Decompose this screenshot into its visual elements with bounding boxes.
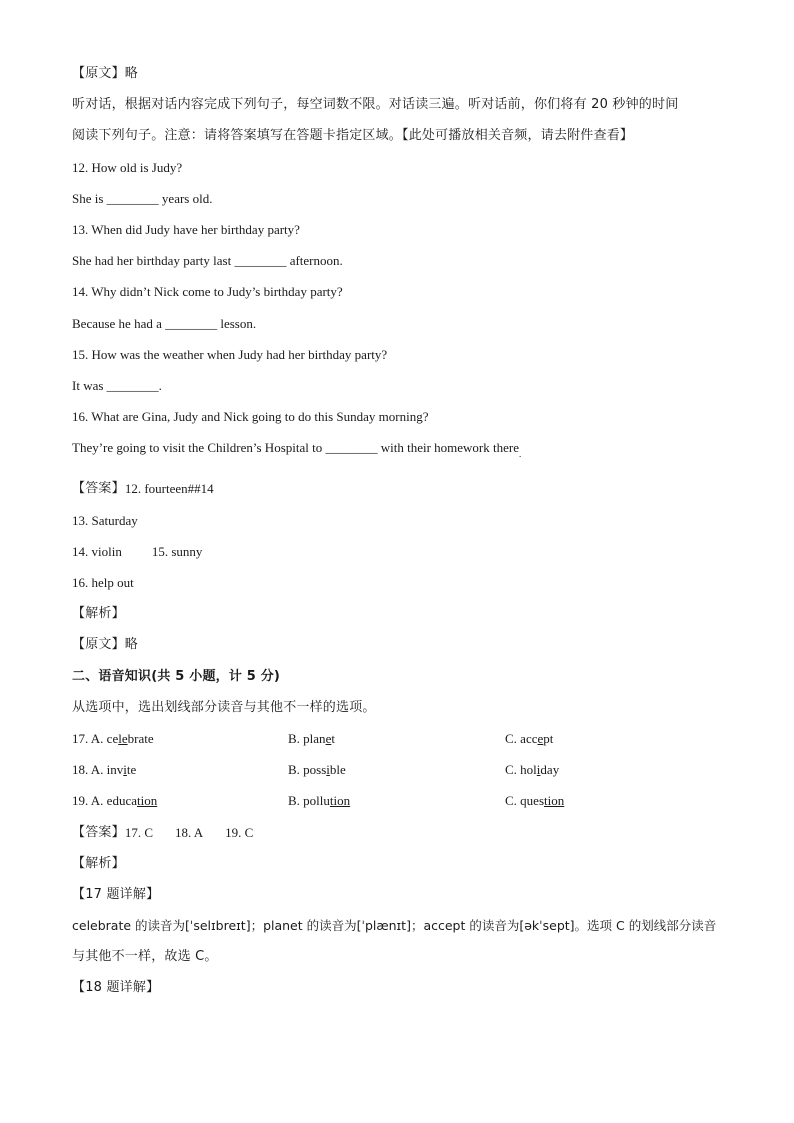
option-17a: 17. A. celebrate <box>72 730 154 746</box>
answer-14: 14. violin <box>72 543 122 559</box>
instruction-line-1: 听对话，根据对话内容完成下列句子，每空词数不限。对话读三遍。听对话前，你们将有 20 秒钟的时间 <box>72 97 679 113</box>
blank-16 <box>72 440 732 471</box>
option-18c: C. holiday <box>505 762 560 778</box>
section-heading: 二、语音知识(共 5 小题，计 5 分) <box>72 668 281 684</box>
answer-16: 16. help out <box>72 575 134 590</box>
option-18a: 18. A. invite <box>72 762 137 778</box>
option-19a: 19. A. education <box>72 793 158 809</box>
question-13: 13. When did Judy have her birthday party? <box>72 221 300 237</box>
answer-18: 18. A <box>174 824 204 840</box>
detail-18-title: 【18 题详解】 <box>72 980 160 996</box>
answer-15: 15. sunny <box>151 543 203 559</box>
question-15: 15. How was the weather when Judy had her birthday party? <box>72 346 388 362</box>
detail-17-title: 【17 题详解】 <box>72 886 160 902</box>
section-instruction: 从选项中，选出划线部分读音与其他不一样的选项。 <box>72 699 376 715</box>
instruction-line-2: 阅读下列句子。注意：请将答案填写在答题卡指定区域。【此处可播放相关音频，请去附件查看】 <box>72 128 634 144</box>
question-12: 12. How old is Judy? <box>72 159 183 175</box>
option-17b: B. planet <box>288 730 335 746</box>
analysis-label-2: 【解析】 <box>72 855 125 871</box>
option-19b: B. pollution <box>288 793 351 809</box>
option-row-17 <box>72 731 732 762</box>
option-row-19 <box>72 793 732 824</box>
blank-16-text: They’re going to visit the Children’s Hospital to ________ with their homework there <box>72 440 519 456</box>
option-row-18 <box>72 762 732 793</box>
answer-line-14-15 <box>72 544 732 575</box>
answer-19: 19. C <box>225 824 254 840</box>
option-18b: B. possible <box>288 762 346 778</box>
blank-14: Because he had a ________ lesson. <box>72 315 257 331</box>
analysis-label: 【解析】 <box>72 606 125 622</box>
blank-13: She had her birthday party last ________ afternoon. <box>72 253 343 269</box>
answer-17: 17. C <box>124 824 153 840</box>
question-16: 16. What are Gina, Judy and Nick going to do this Sunday morning? <box>72 409 429 425</box>
blank-16-end: . <box>518 449 522 460</box>
original-text-note-2: 【原文】略 <box>72 637 139 653</box>
question-14: 14. Why didn’t Nick come to Judy’s birthday party? <box>72 284 343 300</box>
answer-13: 13. Saturday <box>72 512 138 528</box>
blank-15: It was ________. <box>72 377 162 393</box>
blank-12: She is ________ years old. <box>72 190 213 206</box>
answer-label: 【答案】 <box>72 481 125 497</box>
answer-12: 12. fourteen##14 <box>124 481 214 497</box>
option-19c: C. question <box>505 793 565 809</box>
answer-line-17-19 <box>72 825 732 856</box>
detail-17-line-2: 与其他不一样，故选 C。 <box>72 949 218 965</box>
option-17c: C. accept <box>505 730 554 746</box>
answer-line-12 <box>72 481 732 512</box>
original-text-note: 【原文】略 <box>72 66 139 81</box>
document-page <box>72 66 732 1012</box>
detail-17-line-1: celebrate 的读音为[ˈselɪbreɪt]；planet 的读音为[ˈplænɪt]；accept 的读音为[əkˈsept]。选项 C 的划线部分读音 <box>72 918 717 934</box>
answer-label-2: 【答案】 <box>72 824 125 840</box>
